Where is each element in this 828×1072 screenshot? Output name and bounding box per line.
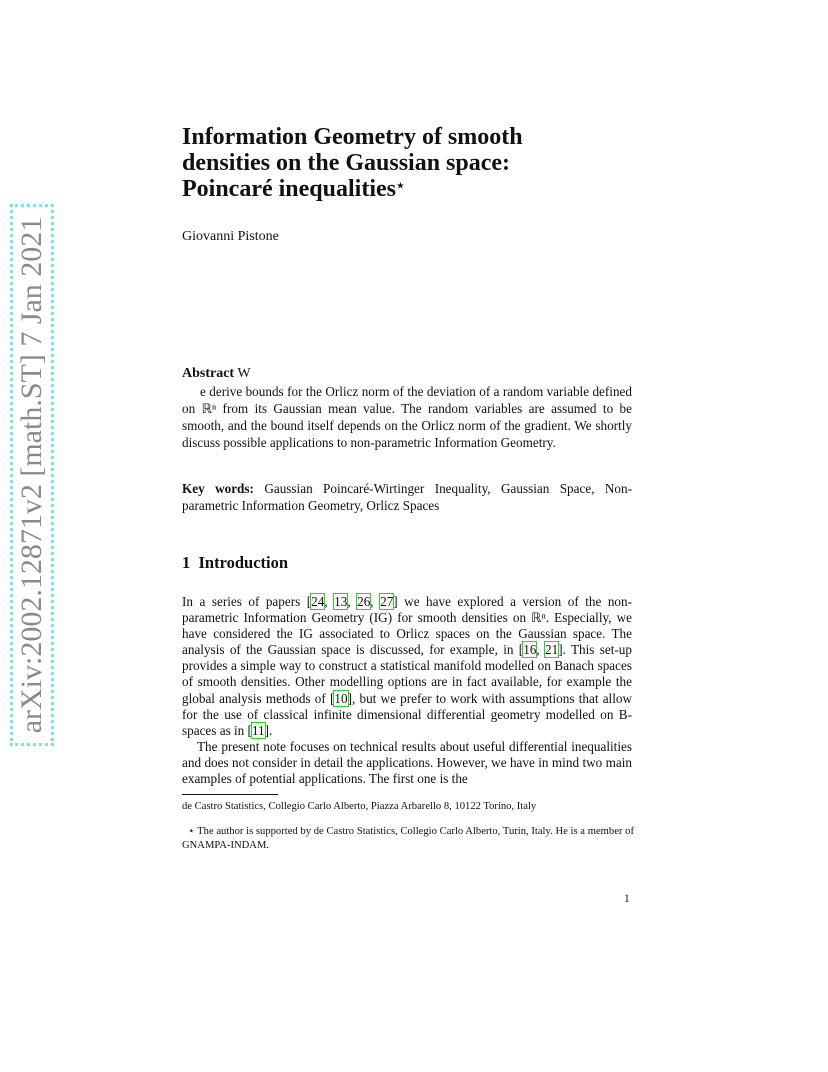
abstract-label: Abstract (182, 366, 235, 381)
keywords (182, 480, 632, 514)
intro-paragraph-2: The present note focuses on technical results about useful differential inequalities and does not consider in detail the applications. However, we have in mind two main examples of potential applications. The first one is the (182, 738, 632, 787)
page-number: 1 (624, 893, 630, 905)
introduction-body (182, 594, 632, 787)
footnote-support (182, 825, 634, 853)
intro-text-segment: ], but we prefer to work with assumptions that allow for the use of classical infinite dimensional differential geometry modelled on B-spaces as in [ (182, 690, 633, 738)
arxiv-identifier[interactable]: arXiv:2002.12871v2 [math.ST] 7 Jan 2021 (10, 204, 54, 747)
citation-link[interactable]: 24 (311, 594, 325, 609)
abstract-text: e derive bounds for the Orlicz norm of the deviation of a random variable defined on ℝⁿ from its Gaussian mean value. The random variables are assumed to be smooth, and the bound itself depends on the Orlicz norm of the gradient. We shortly discuss possible applications to non-parametric Information Geometry. (182, 384, 632, 450)
citation-link[interactable]: 26 (357, 594, 371, 609)
footnote-affiliation: de Castro Statistics, Collegio Carlo Alberto, Piazza Arbarello 8, 10122 Torino, Italy (182, 801, 537, 812)
citation-link[interactable]: 11 (251, 722, 265, 738)
abstract-first-letter: W (237, 366, 251, 381)
section-number: 1 (182, 553, 191, 572)
section-heading-introduction (182, 553, 288, 573)
section-title: Introduction (198, 553, 289, 572)
keywords-text: Gaussian Poincaré-Wirtinger Inequality, Gaussian Space, Non-parametric Information Geometry, Orlicz Spaces (182, 481, 632, 513)
intro-text-segment: ]. (264, 722, 273, 738)
footnote-mark: ⋆ (188, 826, 195, 837)
citation-link[interactable]: 27 (380, 594, 394, 609)
keywords-label: Key words: (182, 481, 254, 496)
abstract-heading (182, 366, 251, 382)
intro-paragraph-1: In a series of papers [24, 13, 26, 27] we have explored a version of the non-parametric Information Geometry (IG) for smooth densities on ℝⁿ. Especially, we have considered the IG associated to Orlicz spaces on the Gaussian space. The analysis of the Gaussian space is discussed, for example, in [16, 21]. This set-up provides a simple way to construct a statistical manifold modelled on Banach spaces of smooth densities. Other modelling options are in fact available, for example the global analysis methods of [10], but we prefer to work with assumptions that allow for the use of classical infinite dimensional differential geometry modelled on B-spaces as in [11]. (182, 594, 633, 738)
title-line-1: Information Geometry of smooth (182, 124, 523, 150)
arxiv-side-stamp[interactable] (10, 216, 54, 734)
title-line-2: densities on the Gaussian space: (182, 150, 511, 176)
intro-text-segment: In a series of papers [ (182, 594, 312, 609)
author-name: Giovanni Pistone (182, 229, 279, 244)
citation-link[interactable]: 10 (334, 690, 348, 706)
paper-title (182, 124, 652, 202)
title-footnote-mark: ⋆ (395, 179, 405, 194)
title-line-3: Poincaré inequalities (182, 176, 396, 202)
intro-text-segment: ] we have explored a version of the non-parametric Information Geometry (IG) for smooth densities on ℝⁿ. Especially, we have considered the IG associated to Orlicz spaces on the Gaussian space. The analysis of the Gaussian space is discussed, for example, in [ (182, 594, 632, 658)
citation-link[interactable]: 21 (545, 642, 559, 658)
footnote-support-text: The author is supported by de Castro Statistics, Collegio Carlo Alberto, Turin, Italy. He is a member of GNAMPA-INDAM. (182, 826, 634, 851)
citation-link[interactable]: 13 (334, 594, 348, 609)
footnote-rule (182, 794, 278, 795)
citation-link[interactable]: 16 (523, 642, 537, 658)
intro-text-segment: ]. This set-up provides a simple way to construct a statistical manifold modelled on Banach spaces of smooth densities. Other modelling options are in fact available, for example the global analysis methods of [ (182, 642, 632, 706)
